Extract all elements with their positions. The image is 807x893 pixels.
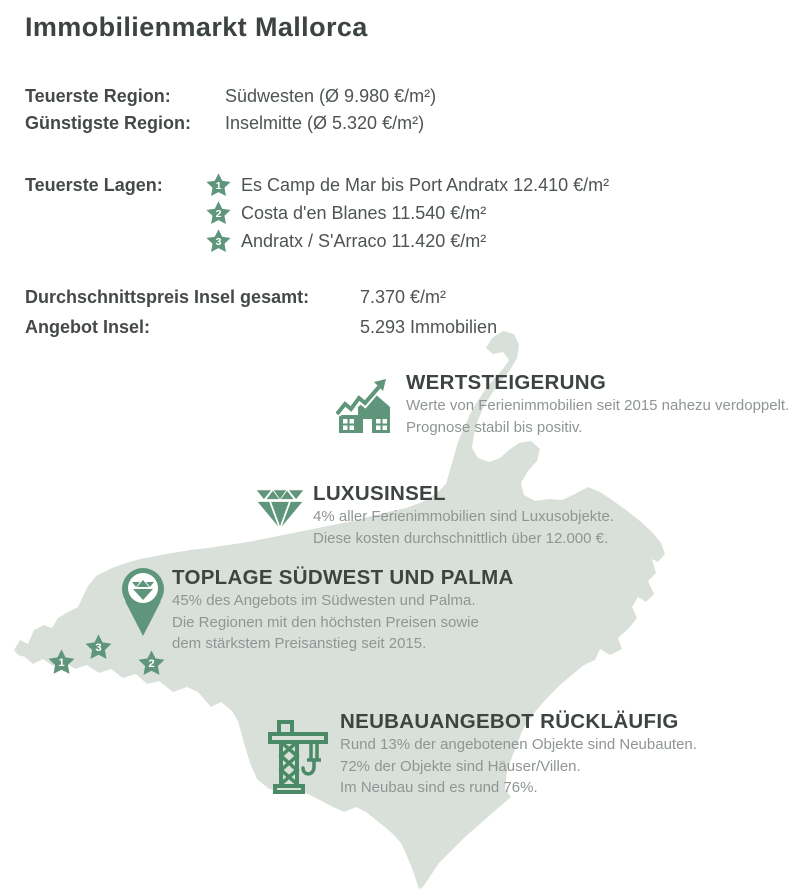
stat-row-teuerste-region	[25, 83, 436, 110]
feature-text	[406, 371, 789, 438]
house-growth-icon	[336, 374, 398, 434]
star-rank: 3	[215, 235, 222, 248]
top-locations-section	[25, 171, 609, 255]
list-item	[205, 171, 609, 199]
feature-title: WERTSTEIGERUNG	[406, 371, 607, 394]
diamond-icon	[255, 486, 305, 532]
region-stats	[25, 83, 436, 137]
feature-luxusinsel	[255, 482, 614, 549]
stat-value: 7.370 €/m²	[360, 287, 447, 307]
stat-row-angebot	[25, 312, 497, 342]
top-locations-label: Teuerste Lagen:	[25, 175, 163, 195]
list-item	[205, 227, 609, 255]
map-marker-star-1	[47, 647, 76, 677]
feature-line: Rund 13% der angebotenen Objekte sind Neubauten.	[340, 736, 697, 753]
feature-line: 45% des Angebots im Südwesten und Palma.	[172, 592, 476, 609]
stat-label: Durchschnittspreis Insel gesamt:	[25, 287, 310, 307]
feature-title: NEUBAUANGEBOT RÜCKLÄUFIG	[340, 710, 679, 733]
stat-row-durchschnittspreis	[25, 282, 497, 312]
feature-text	[172, 566, 514, 655]
feature-line: Prognose stabil bis positiv.	[406, 418, 583, 436]
top-locations-list	[205, 171, 609, 255]
star-badge-icon	[205, 227, 232, 255]
page-title: Immobilienmarkt Mallorca	[25, 12, 368, 42]
location-text: Andratx / S'Arraco 11.420 €/m²	[241, 230, 487, 251]
stat-value: Inselmitte (Ø 5.320 €/m²)	[225, 113, 425, 133]
location-text: Es Camp de Mar bis Port Andratx 12.410 €/m²	[241, 174, 610, 195]
stat-row-guenstigste-region	[25, 110, 436, 137]
star-rank: 2	[148, 658, 155, 671]
feature-line: dem stärkstem Preisanstieg seit 2015.	[172, 635, 427, 653]
crane-icon	[267, 714, 333, 796]
location-text: Costa d'en Blanes 11.540 €/m²	[241, 202, 487, 223]
feature-line: Im Neubau sind es rund 76%.	[340, 779, 538, 797]
stat-value: 5.293 Immobilien	[360, 317, 498, 337]
map-marker-star-3	[84, 632, 113, 662]
stat-label: Teuerste Region:	[25, 86, 171, 106]
feature-title: TOPLAGE SÜDWEST UND PALMA	[172, 566, 514, 589]
island-summary	[25, 282, 497, 342]
feature-line: 72% der Objekte sind Häuser/Villen.	[340, 757, 581, 775]
feature-line: Werte von Ferienimmobilien seit 2015 nahezu verdoppelt.	[406, 397, 790, 414]
star-rank: 1	[58, 657, 65, 670]
feature-text	[313, 482, 614, 549]
star-rank: 2	[215, 207, 222, 220]
stat-label: Günstigste Region:	[25, 113, 191, 133]
feature-title: LUXUSINSEL	[313, 482, 446, 505]
star-badge-icon	[205, 171, 232, 199]
feature-line: 4% aller Ferienimmobilien sind Luxusobjekte.	[313, 508, 614, 525]
feature-toplage	[120, 566, 514, 655]
map-pin-diamond-icon	[120, 566, 166, 640]
feature-line: Die Regionen mit den höchsten Preisen sowie	[172, 613, 479, 631]
list-item	[205, 199, 609, 227]
star-badge-icon	[205, 199, 232, 227]
feature-wertsteigerung	[336, 371, 789, 438]
feature-line: Diese kosten durchschnittlich über 12.000 €.	[313, 529, 609, 547]
stat-value: Südwesten (Ø 9.980 €/m²)	[225, 86, 437, 106]
star-rank: 1	[215, 179, 222, 192]
star-rank: 3	[95, 642, 102, 655]
stat-label: Angebot Insel:	[25, 317, 150, 337]
feature-neubau	[267, 710, 697, 799]
feature-text	[340, 710, 697, 799]
